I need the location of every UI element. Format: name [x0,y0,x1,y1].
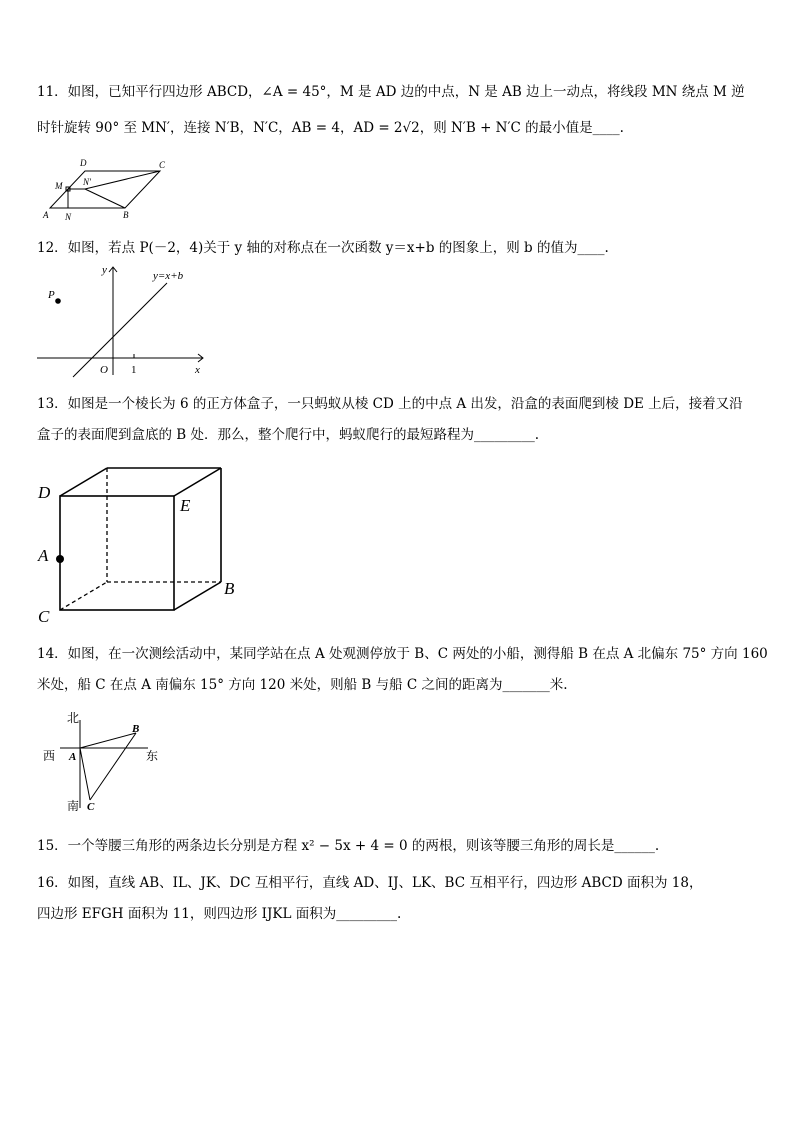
point-a-marker [56,555,64,563]
label-e: E [180,496,191,515]
label-m: M [55,181,63,191]
label-p: P [48,289,55,301]
label-n: N [65,212,72,222]
q12-line-1: 12．如图，若点 P(－2，4)关于 y 轴的对称点在一次函数 y＝x+b 的图象上，则 b 的值为____. [37,240,609,256]
q12-coordinate-figure [35,262,210,380]
cube-edge-top-left [60,468,107,496]
q13-line-2: 盒子的表面爬到盒底的 B 处．那么，整个爬行中，蚂蚁爬行的最短路程为_________. [37,427,540,443]
label-b: B [132,723,140,735]
label-c: C [87,801,95,813]
label-nprime: N′ [83,177,91,187]
label-equation: y=x+b [153,270,184,282]
label-d: D [38,483,51,502]
segment-nprime-c [85,171,160,189]
label-a: A [69,751,77,763]
label-b: B [224,579,235,598]
q13-line-1: 13．如图是一个棱长为 6 的正方体盒子，一只蚂蚁从棱 CD 上的中点 A 出发，沿盒的表面爬到棱 DE 上后，接着又沿 [37,396,743,412]
q16-line-1: 16．如图，直线 AB、IL、JK、DC 互相平行，直线 AD、IJ、LK、BC 互相平行，四边形 ABCD 面积为 18， [37,875,703,891]
label-a: A [43,210,49,220]
label-east: 东 [146,749,159,763]
label-c: C [38,607,50,622]
q14-line-1: 14．如图，在一次测绘活动中，某同学站在点 A 处观测停放于 B、C 两处的小船，测得船 B 在点 A 北偏东 75° 方向 160 [37,646,768,662]
cube-front-face [60,496,174,610]
cube-edge-top-right [174,468,221,496]
segment-nprime-b [85,189,125,208]
label-y: y [102,264,107,276]
label-x: x [195,364,200,376]
q15-line-1: 15．一个等腰三角形的两条边长分别是方程 x² − 5x + 4 = 0 的两根，则该等腰三角形的周长是______. [37,838,660,854]
cube-edge-bottom-right [174,582,221,610]
label-one: 1 [131,364,137,376]
label-a: A [38,546,49,565]
label-north: 北 [67,711,80,725]
label-c: C [159,160,166,170]
label-west: 西 [43,749,56,763]
label-o: O [100,364,108,376]
point-p [55,298,61,304]
q11-line-2: 时针旋转 90° 至 MN′，连接 N′B，N′C，AB = 4，AD = 2√2，则 N′B + N′C 的最小值是____. [37,120,624,136]
hidden-edge-bottom-left [60,582,107,610]
q14-line-2: 米处，船 C 在点 A 南偏东 15° 方向 120 米处，则船 B 与船 C 之间的距离为_______米. [37,677,568,693]
q16-line-2: 四边形 EFGH 面积为 11，则四边形 IJKL 面积为_________. [37,906,402,922]
segment-ac [80,748,90,800]
label-south: 南 [67,799,80,813]
q11-line-1: 11．如图，已知平行四边形 ABCD，∠A = 45°，M 是 AD 边的中点，N 是 AB 边上一动点，将线段 MN 绕点 M 逆 [37,84,745,100]
q14-bearing-figure [38,708,168,818]
label-b: B [123,210,129,220]
q11-parallelogram-figure [40,155,170,225]
q13-cube-figure [35,462,245,622]
label-d: D [80,158,87,168]
line-y-x-plus-b [73,283,167,377]
